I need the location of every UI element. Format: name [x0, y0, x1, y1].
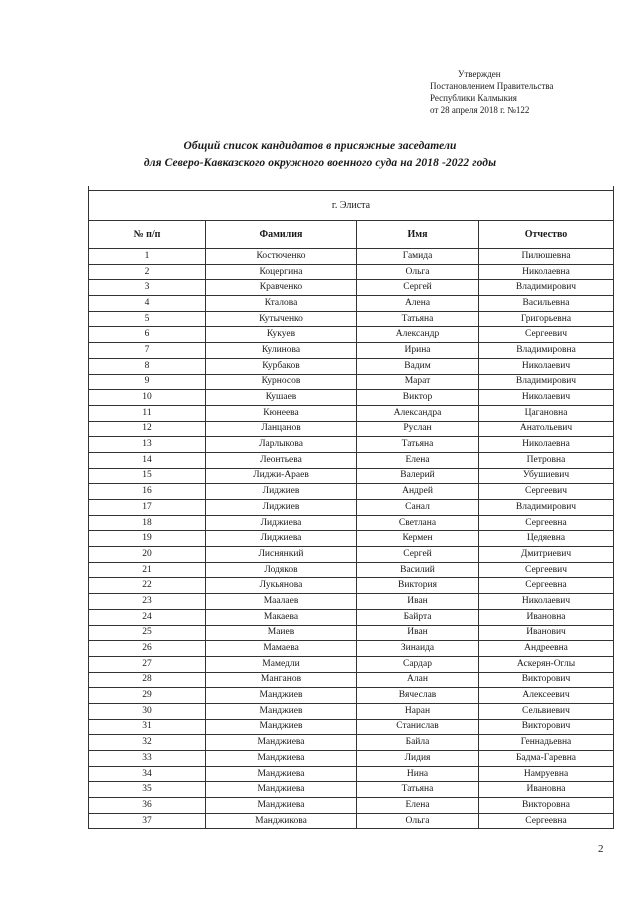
cell-patronymic: Васильевна	[479, 296, 614, 312]
table-row	[89, 578, 614, 594]
cell-surname: Кулинова	[206, 343, 357, 359]
cell-number: 35	[89, 782, 206, 798]
table-row	[89, 264, 614, 280]
cell-name: Зинаида	[357, 641, 479, 657]
cell-patronymic: Сельвиевич	[479, 703, 614, 719]
cell-patronymic: Владимирович	[479, 500, 614, 516]
cell-number: 18	[89, 515, 206, 531]
cell-surname: Кутыченко	[206, 311, 357, 327]
cell-surname: Манджиев	[206, 703, 357, 719]
cell-number: 2	[89, 264, 206, 280]
title-line-1: Общий список кандидатов в присяжные заседатели	[183, 140, 457, 152]
city-name: г. Элиста	[89, 191, 614, 221]
cell-number: 5	[89, 311, 206, 327]
cell-patronymic: Николаевна	[479, 437, 614, 453]
cell-surname: Манджиева	[206, 782, 357, 798]
table-row	[89, 468, 614, 484]
table-row	[89, 405, 614, 421]
cell-name: Виктория	[357, 578, 479, 594]
cell-name: Татьяна	[357, 437, 479, 453]
cell-surname: Ларлыкова	[206, 437, 357, 453]
cell-name: Татьяна	[357, 311, 479, 327]
cell-number: 33	[89, 751, 206, 767]
cell-patronymic: Иванович	[479, 625, 614, 641]
cell-name: Нина	[357, 766, 479, 782]
cell-name: Светлана	[357, 515, 479, 531]
cell-name: Байла	[357, 735, 479, 751]
cell-number: 12	[89, 421, 206, 437]
cell-patronymic: Николаевич	[479, 594, 614, 610]
cell-number: 4	[89, 296, 206, 312]
cell-patronymic: Николаевич	[479, 390, 614, 406]
cell-number: 28	[89, 672, 206, 688]
cell-patronymic: Николаевна	[479, 264, 614, 280]
table-row	[89, 249, 614, 265]
cell-number: 20	[89, 547, 206, 563]
cell-number: 23	[89, 594, 206, 610]
cell-patronymic: Викторович	[479, 719, 614, 735]
cell-patronymic: Викторовна	[479, 798, 614, 814]
cell-name: Кермен	[357, 531, 479, 547]
table-row	[89, 421, 614, 437]
cell-patronymic: Бадма-Гаревна	[479, 751, 614, 767]
cell-surname: Кталова	[206, 296, 357, 312]
cell-name: Алена	[357, 296, 479, 312]
cell-number: 14	[89, 452, 206, 468]
cell-number: 15	[89, 468, 206, 484]
table-row	[89, 484, 614, 500]
table-row	[89, 751, 614, 767]
cell-surname: Коцергина	[206, 264, 357, 280]
table-row	[89, 452, 614, 468]
cell-patronymic: Ивановна	[479, 782, 614, 798]
cell-patronymic: Цедяевна	[479, 531, 614, 547]
cell-name: Иван	[357, 594, 479, 610]
cell-patronymic: Григорьевна	[479, 311, 614, 327]
title-line-2: для Северо-Кавказского окружного военного суда на 2018 -2022 годы	[143, 157, 497, 169]
table-row	[89, 688, 614, 704]
cell-number: 3	[89, 280, 206, 296]
cell-number: 29	[89, 688, 206, 704]
cell-surname: Кукуев	[206, 327, 357, 343]
header-patronymic: Отчество	[479, 221, 614, 249]
cell-name: Сергей	[357, 547, 479, 563]
cell-name: Станислав	[357, 719, 479, 735]
cell-patronymic: Владимировна	[479, 343, 614, 359]
table-row	[89, 358, 614, 374]
cell-number: 36	[89, 798, 206, 814]
cell-patronymic: Сергеевич	[479, 562, 614, 578]
cell-number: 19	[89, 531, 206, 547]
cell-number: 17	[89, 500, 206, 516]
cell-surname: Манганов	[206, 672, 357, 688]
cell-patronymic: Пилюшевна	[479, 249, 614, 265]
cell-number: 32	[89, 735, 206, 751]
table-row	[89, 719, 614, 735]
cell-surname: Манджиева	[206, 751, 357, 767]
cell-name: Вячеслав	[357, 688, 479, 704]
cell-surname: Лиснянкий	[206, 547, 357, 563]
cell-number: 34	[89, 766, 206, 782]
cell-number: 10	[89, 390, 206, 406]
cell-surname: Лукьянова	[206, 578, 357, 594]
cell-name: Ольга	[357, 264, 479, 280]
approval-line: Республики Калмыкия	[430, 93, 517, 103]
cell-patronymic: Геннадьевна	[479, 735, 614, 751]
document-title	[0, 138, 640, 172]
table-row	[89, 735, 614, 751]
table-row	[89, 641, 614, 657]
cell-surname: Манджиева	[206, 798, 357, 814]
cell-surname: Костюченко	[206, 249, 357, 265]
cell-surname: Кюнеева	[206, 405, 357, 421]
cell-number: 27	[89, 656, 206, 672]
cell-surname: Лиджи-Араев	[206, 468, 357, 484]
cell-number: 25	[89, 625, 206, 641]
table-row	[89, 515, 614, 531]
table-row	[89, 531, 614, 547]
cell-name: Руслан	[357, 421, 479, 437]
cell-name: Гамида	[357, 249, 479, 265]
cell-number: 7	[89, 343, 206, 359]
cell-patronymic: Сергеевич	[479, 484, 614, 500]
cell-number: 22	[89, 578, 206, 594]
candidates-table-wrapper	[88, 186, 613, 829]
cell-name: Александр	[357, 327, 479, 343]
candidates-table	[88, 186, 614, 829]
cell-surname: Кушаев	[206, 390, 357, 406]
cell-patronymic: Дмитриевич	[479, 547, 614, 563]
table-row	[89, 703, 614, 719]
cell-name: Сардар	[357, 656, 479, 672]
cell-surname: Мамаева	[206, 641, 357, 657]
cell-surname: Леонтьева	[206, 452, 357, 468]
table-row	[89, 547, 614, 563]
cell-number: 30	[89, 703, 206, 719]
cell-patronymic: Андреевна	[479, 641, 614, 657]
cell-name: Вадим	[357, 358, 479, 374]
table-row	[89, 311, 614, 327]
cell-patronymic: Сергеевна	[479, 515, 614, 531]
cell-surname: Маалаев	[206, 594, 357, 610]
cell-surname: Манджикова	[206, 813, 357, 829]
table-row	[89, 296, 614, 312]
cell-number: 21	[89, 562, 206, 578]
table-row	[89, 766, 614, 782]
cell-patronymic: Сергеевич	[479, 327, 614, 343]
cell-patronymic: Алексеевич	[479, 688, 614, 704]
cell-name: Елена	[357, 798, 479, 814]
table-row	[89, 813, 614, 829]
cell-name: Наран	[357, 703, 479, 719]
cell-surname: Манджиев	[206, 688, 357, 704]
approval-stamp	[430, 68, 620, 116]
cell-name: Сергей	[357, 280, 479, 296]
cell-number: 9	[89, 374, 206, 390]
table-row	[89, 562, 614, 578]
cell-surname: Курносов	[206, 374, 357, 390]
cell-number: 26	[89, 641, 206, 657]
cell-patronymic: Аскерян-Оглы	[479, 656, 614, 672]
cell-surname: Маиев	[206, 625, 357, 641]
cell-patronymic: Николаевич	[479, 358, 614, 374]
table-header-row	[89, 221, 614, 249]
table-row	[89, 672, 614, 688]
approval-line: Утвержден	[458, 69, 501, 79]
cell-name: Санал	[357, 500, 479, 516]
approval-line: Постановлением Правительства	[430, 81, 554, 91]
cell-surname: Лиджиев	[206, 500, 357, 516]
cell-patronymic: Анатольевич	[479, 421, 614, 437]
cell-name: Лидия	[357, 751, 479, 767]
cell-surname: Макаева	[206, 609, 357, 625]
cell-number: 1	[89, 249, 206, 265]
cell-surname: Манджиева	[206, 735, 357, 751]
cell-number: 37	[89, 813, 206, 829]
cell-number: 11	[89, 405, 206, 421]
table-row	[89, 782, 614, 798]
table-row	[89, 390, 614, 406]
table-row	[89, 374, 614, 390]
cell-surname: Лодяков	[206, 562, 357, 578]
table-row	[89, 798, 614, 814]
cell-number: 13	[89, 437, 206, 453]
table-row	[89, 609, 614, 625]
cell-name: Марат	[357, 374, 479, 390]
header-number: № п/п	[89, 221, 206, 249]
cell-name: Александра	[357, 405, 479, 421]
cell-name: Алан	[357, 672, 479, 688]
city-row	[89, 191, 614, 221]
cell-surname: Лиджиева	[206, 531, 357, 547]
cell-surname: Ланцанов	[206, 421, 357, 437]
cell-number: 24	[89, 609, 206, 625]
header-name: Имя	[357, 221, 479, 249]
cell-name: Ольга	[357, 813, 479, 829]
header-surname: Фамилия	[206, 221, 357, 249]
cell-surname: Манджиев	[206, 719, 357, 735]
table-row	[89, 327, 614, 343]
table-row	[89, 280, 614, 296]
page-number: 2	[598, 843, 604, 855]
cell-name: Виктор	[357, 390, 479, 406]
cell-name: Андрей	[357, 484, 479, 500]
table-row	[89, 437, 614, 453]
cell-number: 8	[89, 358, 206, 374]
approval-line: от 28 апреля 2018 г. №122	[430, 105, 530, 115]
cell-number: 31	[89, 719, 206, 735]
cell-surname: Курбаков	[206, 358, 357, 374]
cell-surname: Кравченко	[206, 280, 357, 296]
table-row	[89, 500, 614, 516]
cell-name: Василий	[357, 562, 479, 578]
cell-patronymic: Убушиевич	[479, 468, 614, 484]
table-row	[89, 656, 614, 672]
table-row	[89, 594, 614, 610]
cell-number: 6	[89, 327, 206, 343]
cell-surname: Лиджиев	[206, 484, 357, 500]
cell-patronymic: Намруевна	[479, 766, 614, 782]
cell-name: Иван	[357, 625, 479, 641]
cell-patronymic: Викторович	[479, 672, 614, 688]
cell-patronymic: Сергеевна	[479, 813, 614, 829]
cell-patronymic: Ивановна	[479, 609, 614, 625]
cell-surname: Лиджиева	[206, 515, 357, 531]
table-row	[89, 343, 614, 359]
cell-surname: Мамедли	[206, 656, 357, 672]
table-row	[89, 625, 614, 641]
cell-name: Байрта	[357, 609, 479, 625]
cell-patronymic: Владимирович	[479, 374, 614, 390]
cell-name: Елена	[357, 452, 479, 468]
cell-number: 16	[89, 484, 206, 500]
cell-surname: Манджиева	[206, 766, 357, 782]
cell-patronymic: Петровна	[479, 452, 614, 468]
cell-patronymic: Сергеевна	[479, 578, 614, 594]
cell-patronymic: Цагановна	[479, 405, 614, 421]
cell-name: Татьяна	[357, 782, 479, 798]
cell-patronymic: Владимирович	[479, 280, 614, 296]
cell-name: Ирина	[357, 343, 479, 359]
cell-name: Валерий	[357, 468, 479, 484]
